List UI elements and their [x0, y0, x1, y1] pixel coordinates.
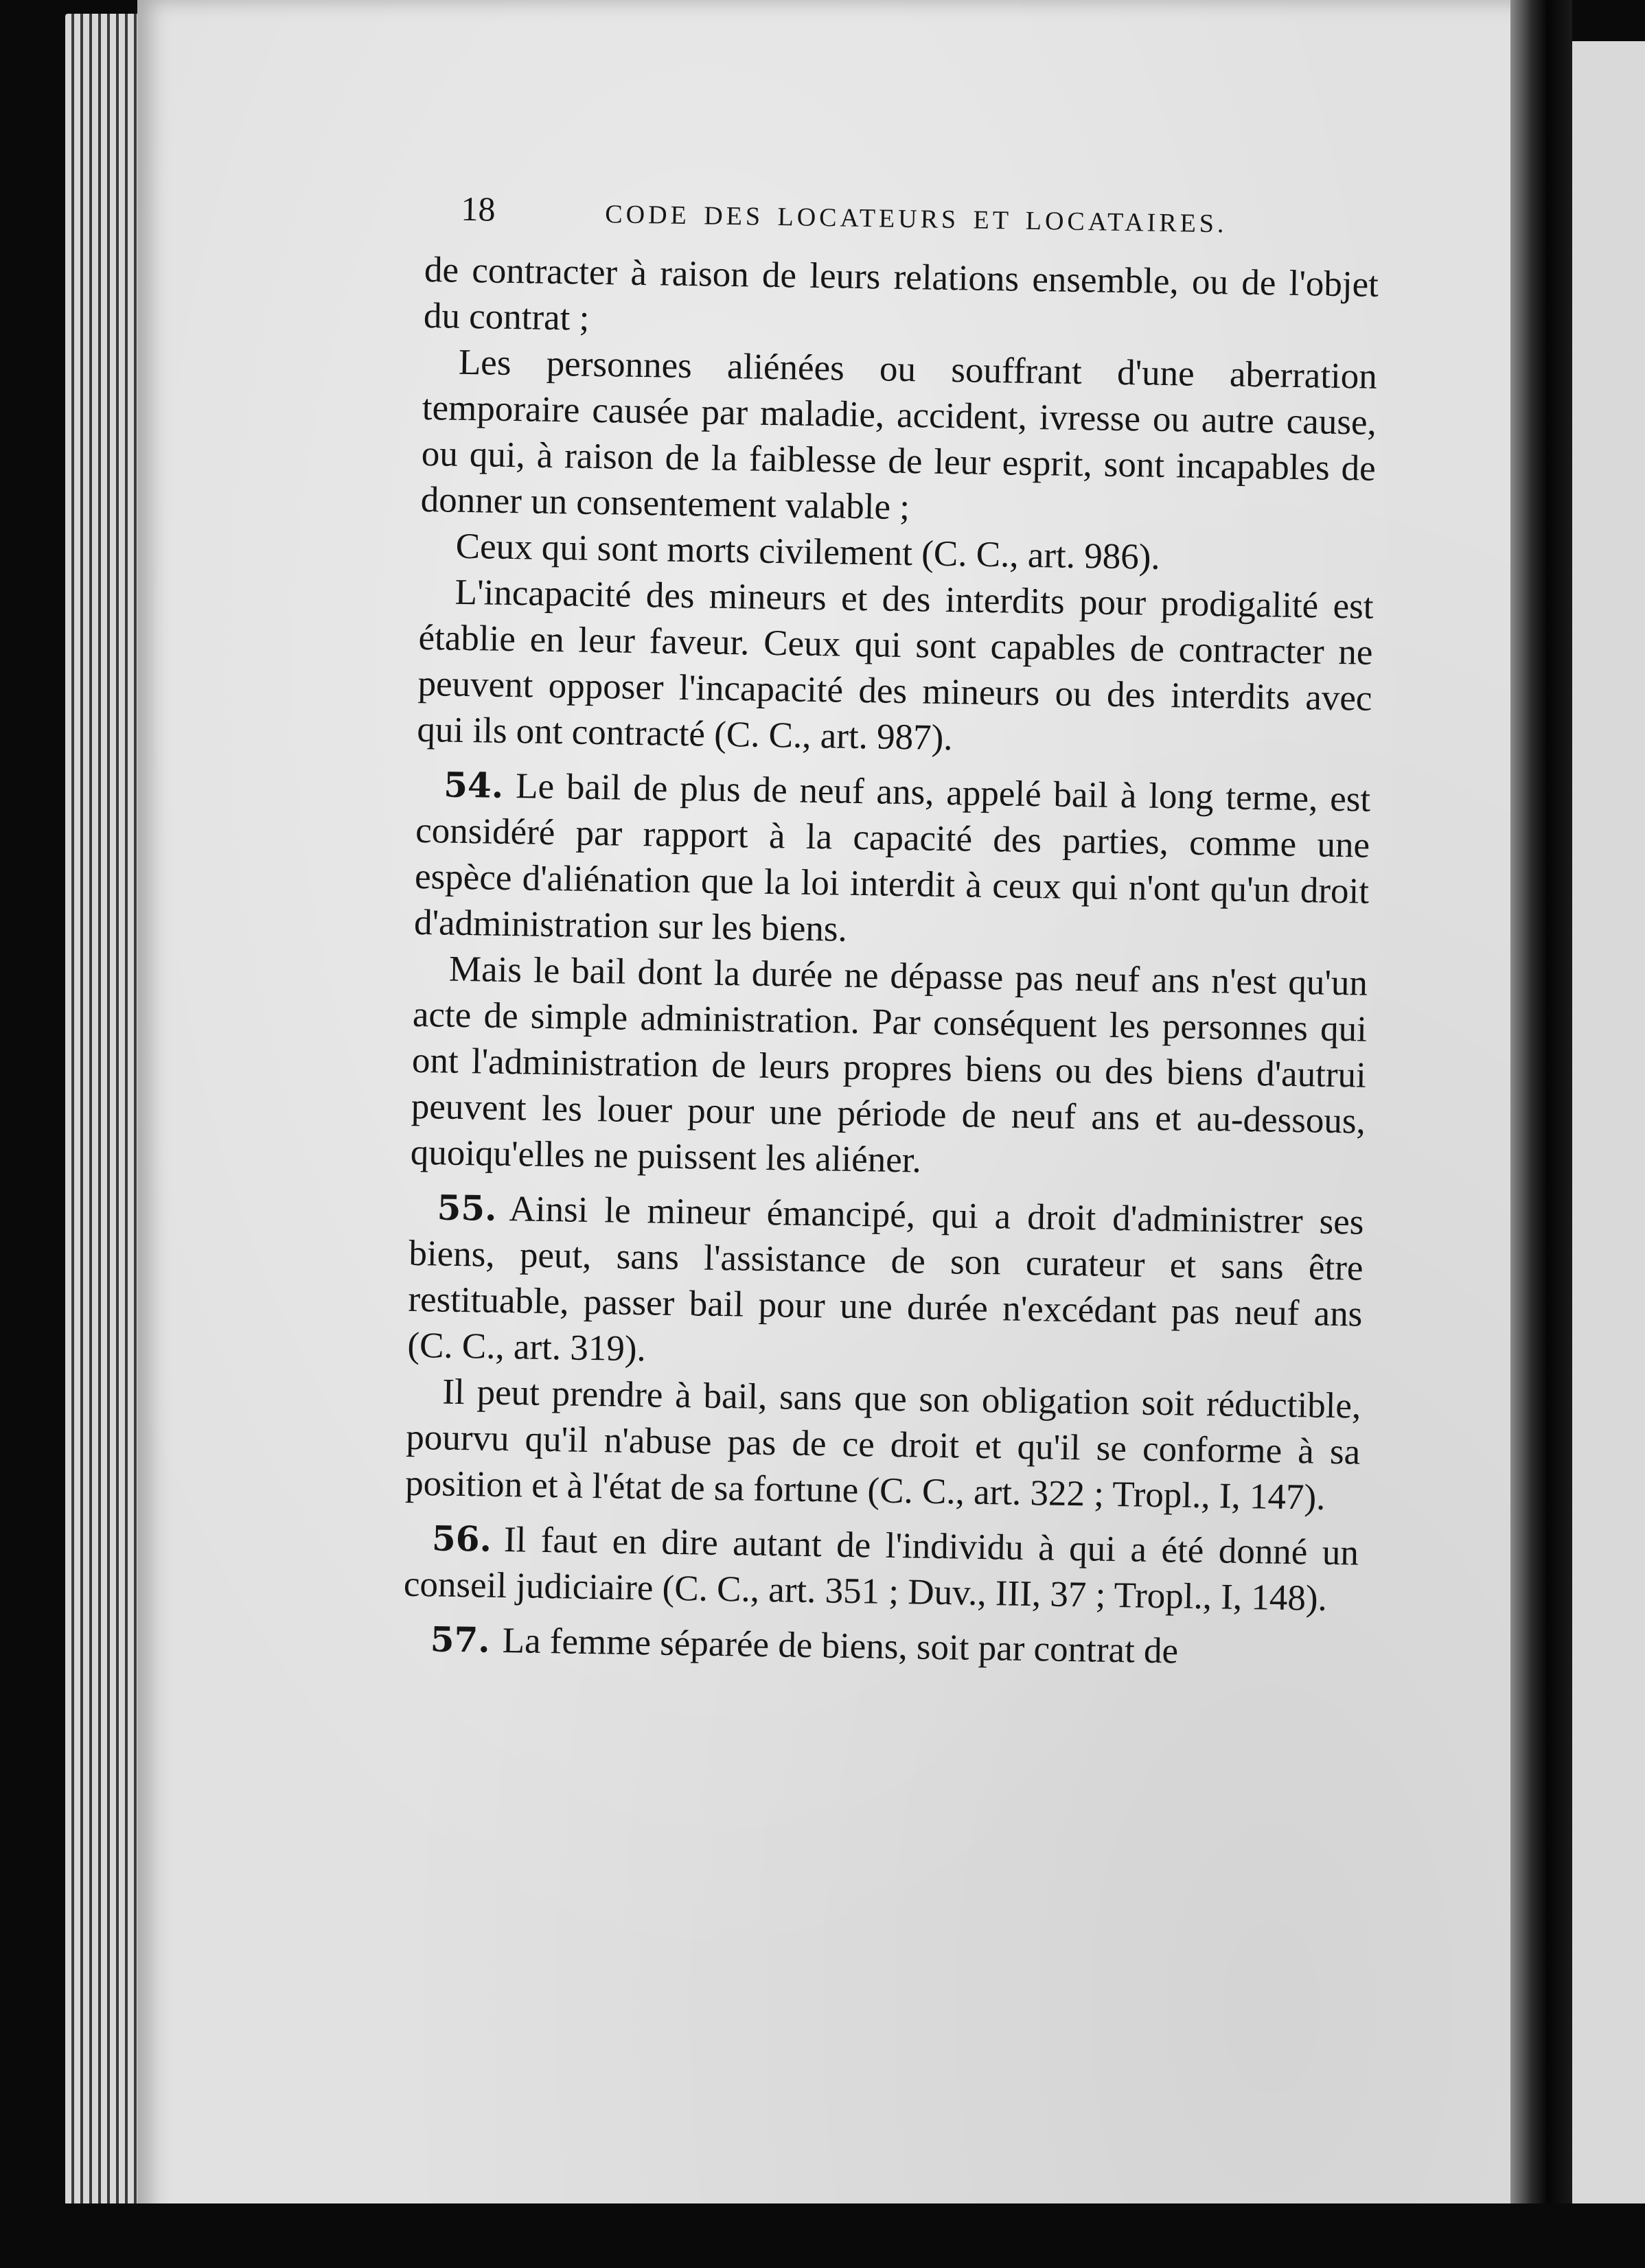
paragraph-text: de contracter à raison de leurs relations ensemble, ou de l'objet du contrat ; [423, 249, 1379, 338]
paragraph [410, 946, 1368, 1191]
page-text-block [402, 185, 1380, 1678]
paragraph-text: La femme séparée de biens, soit par contrat de [502, 1621, 1179, 1671]
paragraph-number: 54. [443, 764, 504, 806]
facing-page-edge [1572, 41, 1645, 2238]
paragraph-text: Ainsi le mineur émancipé, qui a droit d'administrer ses biens, peut, sans l'assistance de son curateur et sans être restituable, passer bail pour une durée n'excédant pas neuf ans (C. C., art. 319). [406, 1189, 1364, 1369]
paragraph [423, 247, 1379, 354]
paragraph [420, 339, 1377, 538]
numbered-paragraph [403, 1515, 1359, 1623]
paragraph-text: Mais le bail dont la durée ne dépasse pas neuf ans n'est qu'un acte de simple administration. Par conséquent les personnes qui ont l'administration de leurs propres biens ou des biens d'autrui peuvent les louer pour une période de neuf ans et au-dessous, quoiqu'elles ne puissent les aliéner. [410, 949, 1368, 1181]
paragraph [417, 569, 1374, 768]
paragraph [405, 1369, 1361, 1522]
paragraph-number: 55. [437, 1187, 498, 1229]
numbered-paragraph [414, 761, 1371, 961]
paragraph-number: 56. [431, 1518, 492, 1560]
page-number: 18 [461, 189, 496, 229]
running-title: CODE DES LOCATEURS ET LOCATAIRES. [605, 200, 1228, 239]
paragraph-text: Il faut en dire autant de l'individu à qui a été donné un conseil judiciaire (C. C., art. 351 ; Duv., III, 37 ; Tropl., I, 148). [403, 1520, 1359, 1619]
paragraph-text: Ceux qui sont morts civilement (C. C., art. 986). [455, 526, 1161, 577]
paragraph-text: L'incapacité des mineurs et des interdits pour prodigalité est établie en leur faveur. Ceux qui sont capables de contracter ne peuvent opposer l'incapacité des mineurs ou des interdits avec qui ils ont contracté (C. C., art. 987). [417, 572, 1374, 759]
paragraph-number: 57. [430, 1619, 491, 1660]
paragraph-text: Il peut prendre à bail, sans que son obligation soit réductible, pourvu qu'il n'abuse pas de ce droit et qu'il se conforme à sa position et à l'état de sa fortune (C. C., art. 322 ; Tropl., I, 147). [404, 1372, 1361, 1518]
paragraph-text: Le bail de plus de neuf ans, appelé bail à long terme, est considéré par rapport à la capacité des parties, comme une espèce d'aliénation que la loi interdit à ceux qui n'ont qu'un droit d'administration sur les biens. [413, 766, 1371, 949]
book-gutter-shadow [1510, 0, 1572, 2268]
paragraph-text: Les personnes aliénées ou souffrant d'une aberration temporaire causée par maladie, accident, ivresse ou autre cause, ou qui, à raison de la faiblesse de leur esprit, sont incapables de donner un consentement valable ; [420, 342, 1378, 528]
numbered-paragraph [407, 1184, 1364, 1384]
scan-bottom-border [0, 2203, 1645, 2268]
